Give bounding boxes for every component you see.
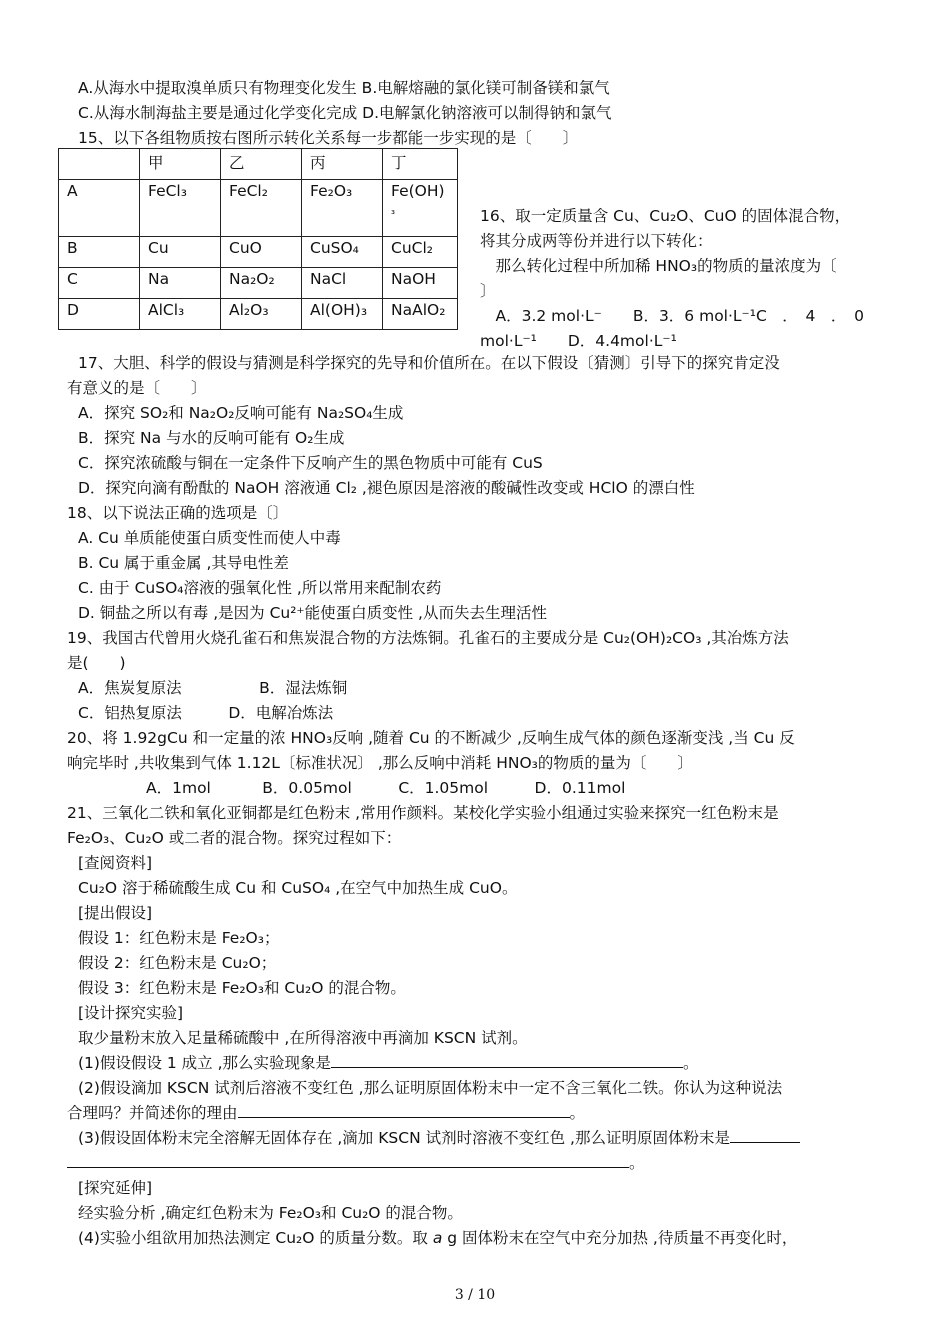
q15-cell: CuO xyxy=(221,237,302,268)
q21-part2-text: 合理吗？并简述你的理由 xyxy=(67,1104,238,1122)
q18-option-c: C. 由于 CuSO₄溶液的强氧化性 ,所以常用来配制农药 xyxy=(78,579,442,597)
q17-option-d: D．探究向滴有酚酞的 NaOH 溶液通 Cl₂ ,褪色原因是溶液的酸碱性改变或 HClO 的漂白性 xyxy=(78,479,695,497)
q21-heading-hypothesis: [提出假设] xyxy=(78,904,153,922)
q17-stem-line1: 17、大胆、科学的假设与猜测是科学探究的先导和价值所在。在以下假设〔猜测〕引导下的探究肯定没 xyxy=(78,354,780,372)
q15-cell: NaOH xyxy=(383,268,458,299)
q17-option-b: B．探究 Na 与水的反响可能有 O₂生成 xyxy=(78,429,345,447)
q18-option-d: D. 铜盐之所以有毒 ,是因为 Cu²⁺能使蛋白质变性 ,从而失去生理活性 xyxy=(78,604,547,622)
q15-row-a xyxy=(59,180,458,237)
q21-heading-extension: [探究延伸] xyxy=(78,1179,153,1197)
page-number: 3 / 10 xyxy=(454,1287,496,1303)
q21-part4-variable: a xyxy=(432,1229,443,1247)
q21-part4-line1 xyxy=(78,1228,797,1248)
q15-cell: CuSO₄ xyxy=(302,237,383,268)
q15-row-c xyxy=(59,268,458,299)
q21-stem-line1: 21、三氧化二铁和氧化亚铜都是红色粉末 ,常用作颜料。某校化学实验小组通过实验来探究一红色粉末是 xyxy=(67,804,779,822)
q21-part4-text-b: g 固体粉末在空气中充分加热 ,待质量不再变化时， xyxy=(442,1229,798,1247)
q15-row-label: A xyxy=(59,180,140,237)
q15-row-label: B xyxy=(59,237,140,268)
q15-row-b xyxy=(59,237,458,268)
q15-row-label: D xyxy=(59,299,140,330)
q16-line5: A．3.2 mol·L⁻ B．3．6 mol·L⁻¹C ． 4 ． 0 xyxy=(480,307,864,325)
q21-heading-research: [查阅资料] xyxy=(78,854,153,872)
q18-option-a: A. Cu 单质能使蛋白质变性而使人中毒 xyxy=(78,529,341,547)
q21-part3-text: (3)假设固体粉末完全溶解无固体存在 ,滴加 KSCN 试剂时溶液不变红色 ,那么证明原固体粉末是 xyxy=(78,1129,730,1147)
q21-hypothesis-1: 假设 1：红色粉末是 Fe₂O₃； xyxy=(78,929,280,947)
q15-cell: Al₂O₃ xyxy=(221,299,302,330)
q15-cell: CuCl₂ xyxy=(383,237,458,268)
q21-part3-answer-blank-b[interactable] xyxy=(67,1153,629,1168)
q21-part3-end: 。 xyxy=(629,1154,645,1172)
q16-line6: mol·L⁻¹ D．4.4mol·L⁻¹ xyxy=(480,332,677,350)
q15-cell: Fe₂O₃ xyxy=(302,180,383,237)
q18-stem: 18、以下说法正确的选项是〔〕 xyxy=(67,504,289,522)
q19-options-cd: C．铝热复原法 D．电解冶炼法 xyxy=(78,704,334,722)
q15-stem: 15、以下各组物质按右图所示转化关系每一步都能一步实现的是〔 〕 xyxy=(78,129,579,147)
q21-part3-line2 xyxy=(67,1153,645,1173)
q16-line1: 16、取一定质量含 Cu、Cu₂O、CuO 的固体混合物， xyxy=(480,207,851,225)
q19-options-ab: A．焦炭复原法 B．湿法炼铜 xyxy=(78,679,348,697)
q15-cell xyxy=(383,180,458,237)
q15-header-bing: 丙 xyxy=(302,149,383,180)
q21-part2-line1: (2)假设滴加 KSCN 试剂后溶液不变红色 ,那么证明原固体粉末中一定不含三氧化二铁。你认为这种说法 xyxy=(78,1079,783,1097)
q21-research-info: Cu₂O 溶于稀硫酸生成 Cu 和 CuSO₄ ,在空气中加热生成 CuO。 xyxy=(78,879,518,897)
q21-part1 xyxy=(78,1053,699,1073)
q21-design-text: 取少量粉末放入足量稀硫酸中 ,在所得溶液中再滴加 KSCN 试剂。 xyxy=(78,1029,528,1047)
q21-part4-text-a: (4)实验小组欲用加热法测定 Cu₂O 的质量分数。取 xyxy=(78,1229,433,1247)
q17-stem-line2: 有意义的是〔 〕 xyxy=(67,379,207,397)
q21-hypothesis-3: 假设 3：红色粉末是 Fe₂O₃和 Cu₂O 的混合物。 xyxy=(78,979,406,997)
q20-options: A．1mol B．0.05mol C．1.05mol D．0.11mol xyxy=(146,779,626,797)
q21-extension-text: 经实验分析 ,确定红色粉末为 Fe₂O₃和 Cu₂O 的混合物。 xyxy=(78,1204,463,1222)
q15-cell: FeCl₂ xyxy=(221,180,302,237)
q21-stem-line2: Fe₂O₃、Cu₂O 或二者的混合物。探究过程如下： xyxy=(67,829,402,847)
q15-header-blank xyxy=(59,149,140,180)
q15-header-row xyxy=(59,149,458,180)
q15-cell-text: Fe(OH) xyxy=(391,182,445,200)
q15-cell: FeCl₃ xyxy=(140,180,221,237)
q21-part1-text: (1)假设假设 1 成立 ,那么实验现象是 xyxy=(78,1054,332,1072)
q19-stem-line2: 是( ) xyxy=(67,654,126,672)
q15-header-ding: 丁 xyxy=(383,149,458,180)
q15-cell: Cu xyxy=(140,237,221,268)
q15-cell-wrap: ₃ xyxy=(391,206,396,217)
q15-row-d xyxy=(59,299,458,330)
q17-option-a: A．探究 SO₂和 Na₂O₂反响可能有 Na₂SO₄生成 xyxy=(78,404,404,422)
q15-row-label: C xyxy=(59,268,140,299)
q15-cell: Na₂O₂ xyxy=(221,268,302,299)
q15-cell: NaCl xyxy=(302,268,383,299)
q21-heading-design: [设计探究实验] xyxy=(78,1004,184,1022)
q20-stem-line1: 20、将 1.92gCu 和一定量的浓 HNO₃反响 ,随着 Cu 的不断减少 ,反响生成气体的颜色逐渐变浅 ,当 Cu 反 xyxy=(67,729,795,747)
q20-stem-line2: 响完毕时 ,共收集到气体 1.12L〔标准状况〕 ,那么反响中消耗 HNO₃的物质的量为〔 〕 xyxy=(67,754,693,772)
q21-part2-answer-blank[interactable] xyxy=(238,1103,570,1118)
q21-part1-end: 。 xyxy=(683,1054,699,1072)
q21-part1-answer-blank[interactable] xyxy=(331,1053,683,1068)
q15-cell: NaAlO₂ xyxy=(383,299,458,330)
q15-cell: Al(OH)₃ xyxy=(302,299,383,330)
q17-option-c: C．探究浓硫酸与铜在一定条件下反响产生的黑色物质中可能有 CuS xyxy=(78,454,543,472)
q18-option-b: B. Cu 属于重金属 ,其导电性差 xyxy=(78,554,289,572)
q15-cell: AlCl₃ xyxy=(140,299,221,330)
q14-options-line1: A.从海水中提取溴单质只有物理变化发生 B.电解熔融的氯化镁可制备镁和氯气 xyxy=(78,79,610,97)
q21-part2-end: 。 xyxy=(569,1104,586,1122)
q15-cell: Na xyxy=(140,268,221,299)
q16-line4: 〕 xyxy=(480,282,496,300)
q21-part3-line1 xyxy=(78,1128,800,1148)
q16-line3: 那么转化过程中所加稀 HNO₃的物质的量浓度为〔 xyxy=(480,257,837,275)
q19-stem-line1: 19、我国古代曾用火烧孔雀石和焦炭混合物的方法炼铜。孔雀石的主要成分是 Cu₂(OH)₂CO₃ ,其冶炼方法 xyxy=(67,629,789,647)
q21-hypothesis-2: 假设 2：红色粉末是 Cu₂O； xyxy=(78,954,277,972)
q16-line2: 将其分成两等份并进行以下转化： xyxy=(480,232,713,250)
q15-table xyxy=(58,148,458,330)
q14-options-line2: C.从海水制海盐主要是通过化学变化完成 D.电解氯化钠溶液可以制得钠和氯气 xyxy=(78,104,612,122)
q15-header-yi: 乙 xyxy=(221,149,302,180)
q15-header-jia: 甲 xyxy=(140,149,221,180)
q21-part3-answer-blank-a[interactable] xyxy=(730,1128,800,1143)
q16-block xyxy=(480,204,885,354)
q21-part2-line2 xyxy=(67,1103,585,1123)
